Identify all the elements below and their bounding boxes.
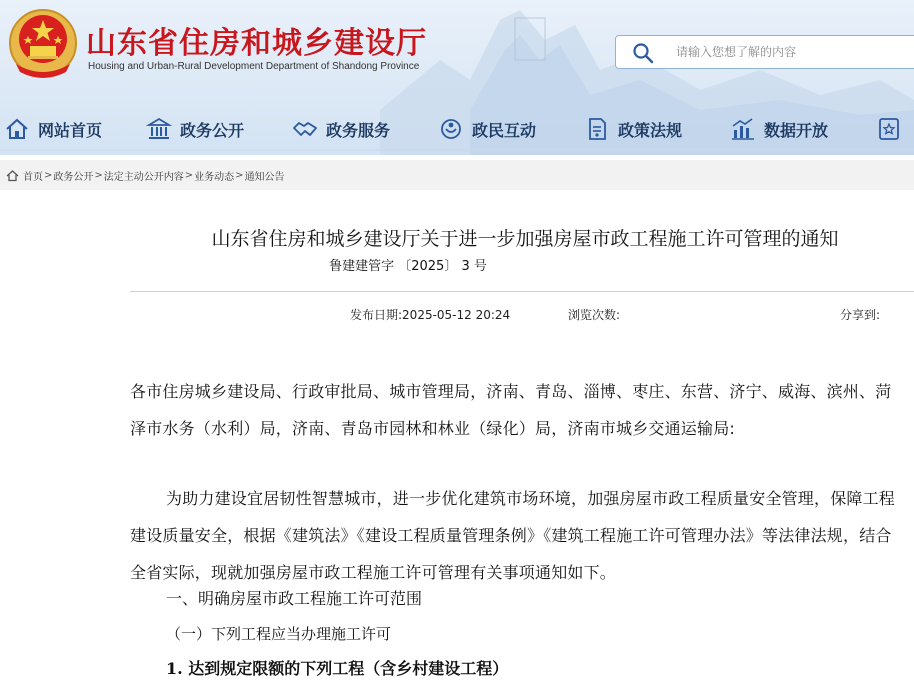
data-chart-icon xyxy=(730,116,756,142)
nav-item-policies[interactable] xyxy=(584,112,682,146)
nav-item-public-interaction[interactable] xyxy=(438,112,536,146)
article-title: 山东省住房和城乡建设厅关于进一步加强房屋市政工程施工许可管理的通知 xyxy=(211,228,839,250)
breadcrumb-link-home[interactable]: 首页 xyxy=(23,171,43,183)
site-title: 山东省住房和城乡建设厅 xyxy=(86,26,427,61)
breadcrumb-separator: > xyxy=(184,169,194,181)
nav-label: 政策法规 xyxy=(618,120,683,140)
search-box[interactable] xyxy=(615,35,914,69)
share-label[interactable]: 分享到: xyxy=(840,308,881,322)
divider xyxy=(130,291,914,292)
breadcrumb-link-business-news[interactable]: 业务动态 xyxy=(194,171,235,183)
nav-item-home[interactable] xyxy=(4,112,102,146)
article-heading-level-1: 一、明确房屋市政工程施工许可范围 xyxy=(166,589,423,608)
nav-label: 政民互动 xyxy=(472,120,537,140)
breadcrumb xyxy=(0,160,914,190)
nav-item-open-data[interactable] xyxy=(730,112,828,146)
nav-item-special-topic[interactable] xyxy=(876,112,910,146)
home-icon xyxy=(6,169,19,182)
article-heading-level-3: 1. 达到规定限额的下列工程（含乡村建设工程） xyxy=(166,659,509,678)
breadcrumb-separator: > xyxy=(44,169,53,181)
article-paragraph-recipients: 各市住房城乡建设局、行政审批局、城市管理局，济南、青岛、淄博、枣庄、东营、济宁、威海、滨州、菏泽市水务（水利）局，济南、青岛市园林和林业（绿化）局，济南市城乡交通运输局: xyxy=(130,382,892,438)
search-input[interactable] xyxy=(676,42,914,62)
document-number: 鲁建建管字 〔2025〕 3 号 xyxy=(329,259,487,274)
interaction-icon xyxy=(438,116,464,142)
nav-label: 政务公开 xyxy=(180,120,245,140)
breadcrumb-link-statutory-disclosure[interactable]: 法定主动公开内容 xyxy=(103,171,184,183)
breadcrumb-link-notices[interactable]: 通知公告 xyxy=(244,171,285,183)
view-count: 浏览次数: xyxy=(568,308,621,322)
government-building-icon xyxy=(146,116,172,142)
article-heading-level-2: （一）下列工程应当办理施工许可 xyxy=(166,625,392,643)
nav-label: 政务服务 xyxy=(326,120,391,140)
site-subtitle: Housing and Urban-Rural Development Department of Shandong Province xyxy=(88,61,420,72)
national-emblem-logo xyxy=(6,6,80,84)
search-icon[interactable] xyxy=(632,42,654,64)
nav-label: 数据开放 xyxy=(764,120,829,140)
home-icon xyxy=(4,116,30,142)
policy-document-icon xyxy=(584,116,610,142)
special-topic-icon xyxy=(876,116,902,142)
nav-item-government-affairs[interactable] xyxy=(146,112,244,146)
breadcrumb-separator: > xyxy=(94,169,103,181)
nav-item-government-services[interactable] xyxy=(292,112,390,146)
handshake-icon xyxy=(292,116,318,142)
main-navigation xyxy=(0,112,914,146)
site-header xyxy=(0,0,914,155)
breadcrumb-link-government-affairs[interactable]: 政务公开 xyxy=(53,171,94,183)
publish-date: 发布日期:2025-05-12 20:24 xyxy=(350,308,511,322)
breadcrumb-separator: > xyxy=(235,169,244,181)
nav-label: 网站首页 xyxy=(38,120,103,140)
article-paragraph-intro: 为助力建设宜居韧性智慧城市，进一步优化建筑市场环境，加强房屋市政工程质量安全管理，保障工程建设质量安全，根据《建筑法》《建设工程质量管理条例》《建筑工程施工许可管理办法》等法律法规，结合全省实际，现就加强房屋市政工程施工许可管理有关事项通知如下。 xyxy=(130,489,896,582)
